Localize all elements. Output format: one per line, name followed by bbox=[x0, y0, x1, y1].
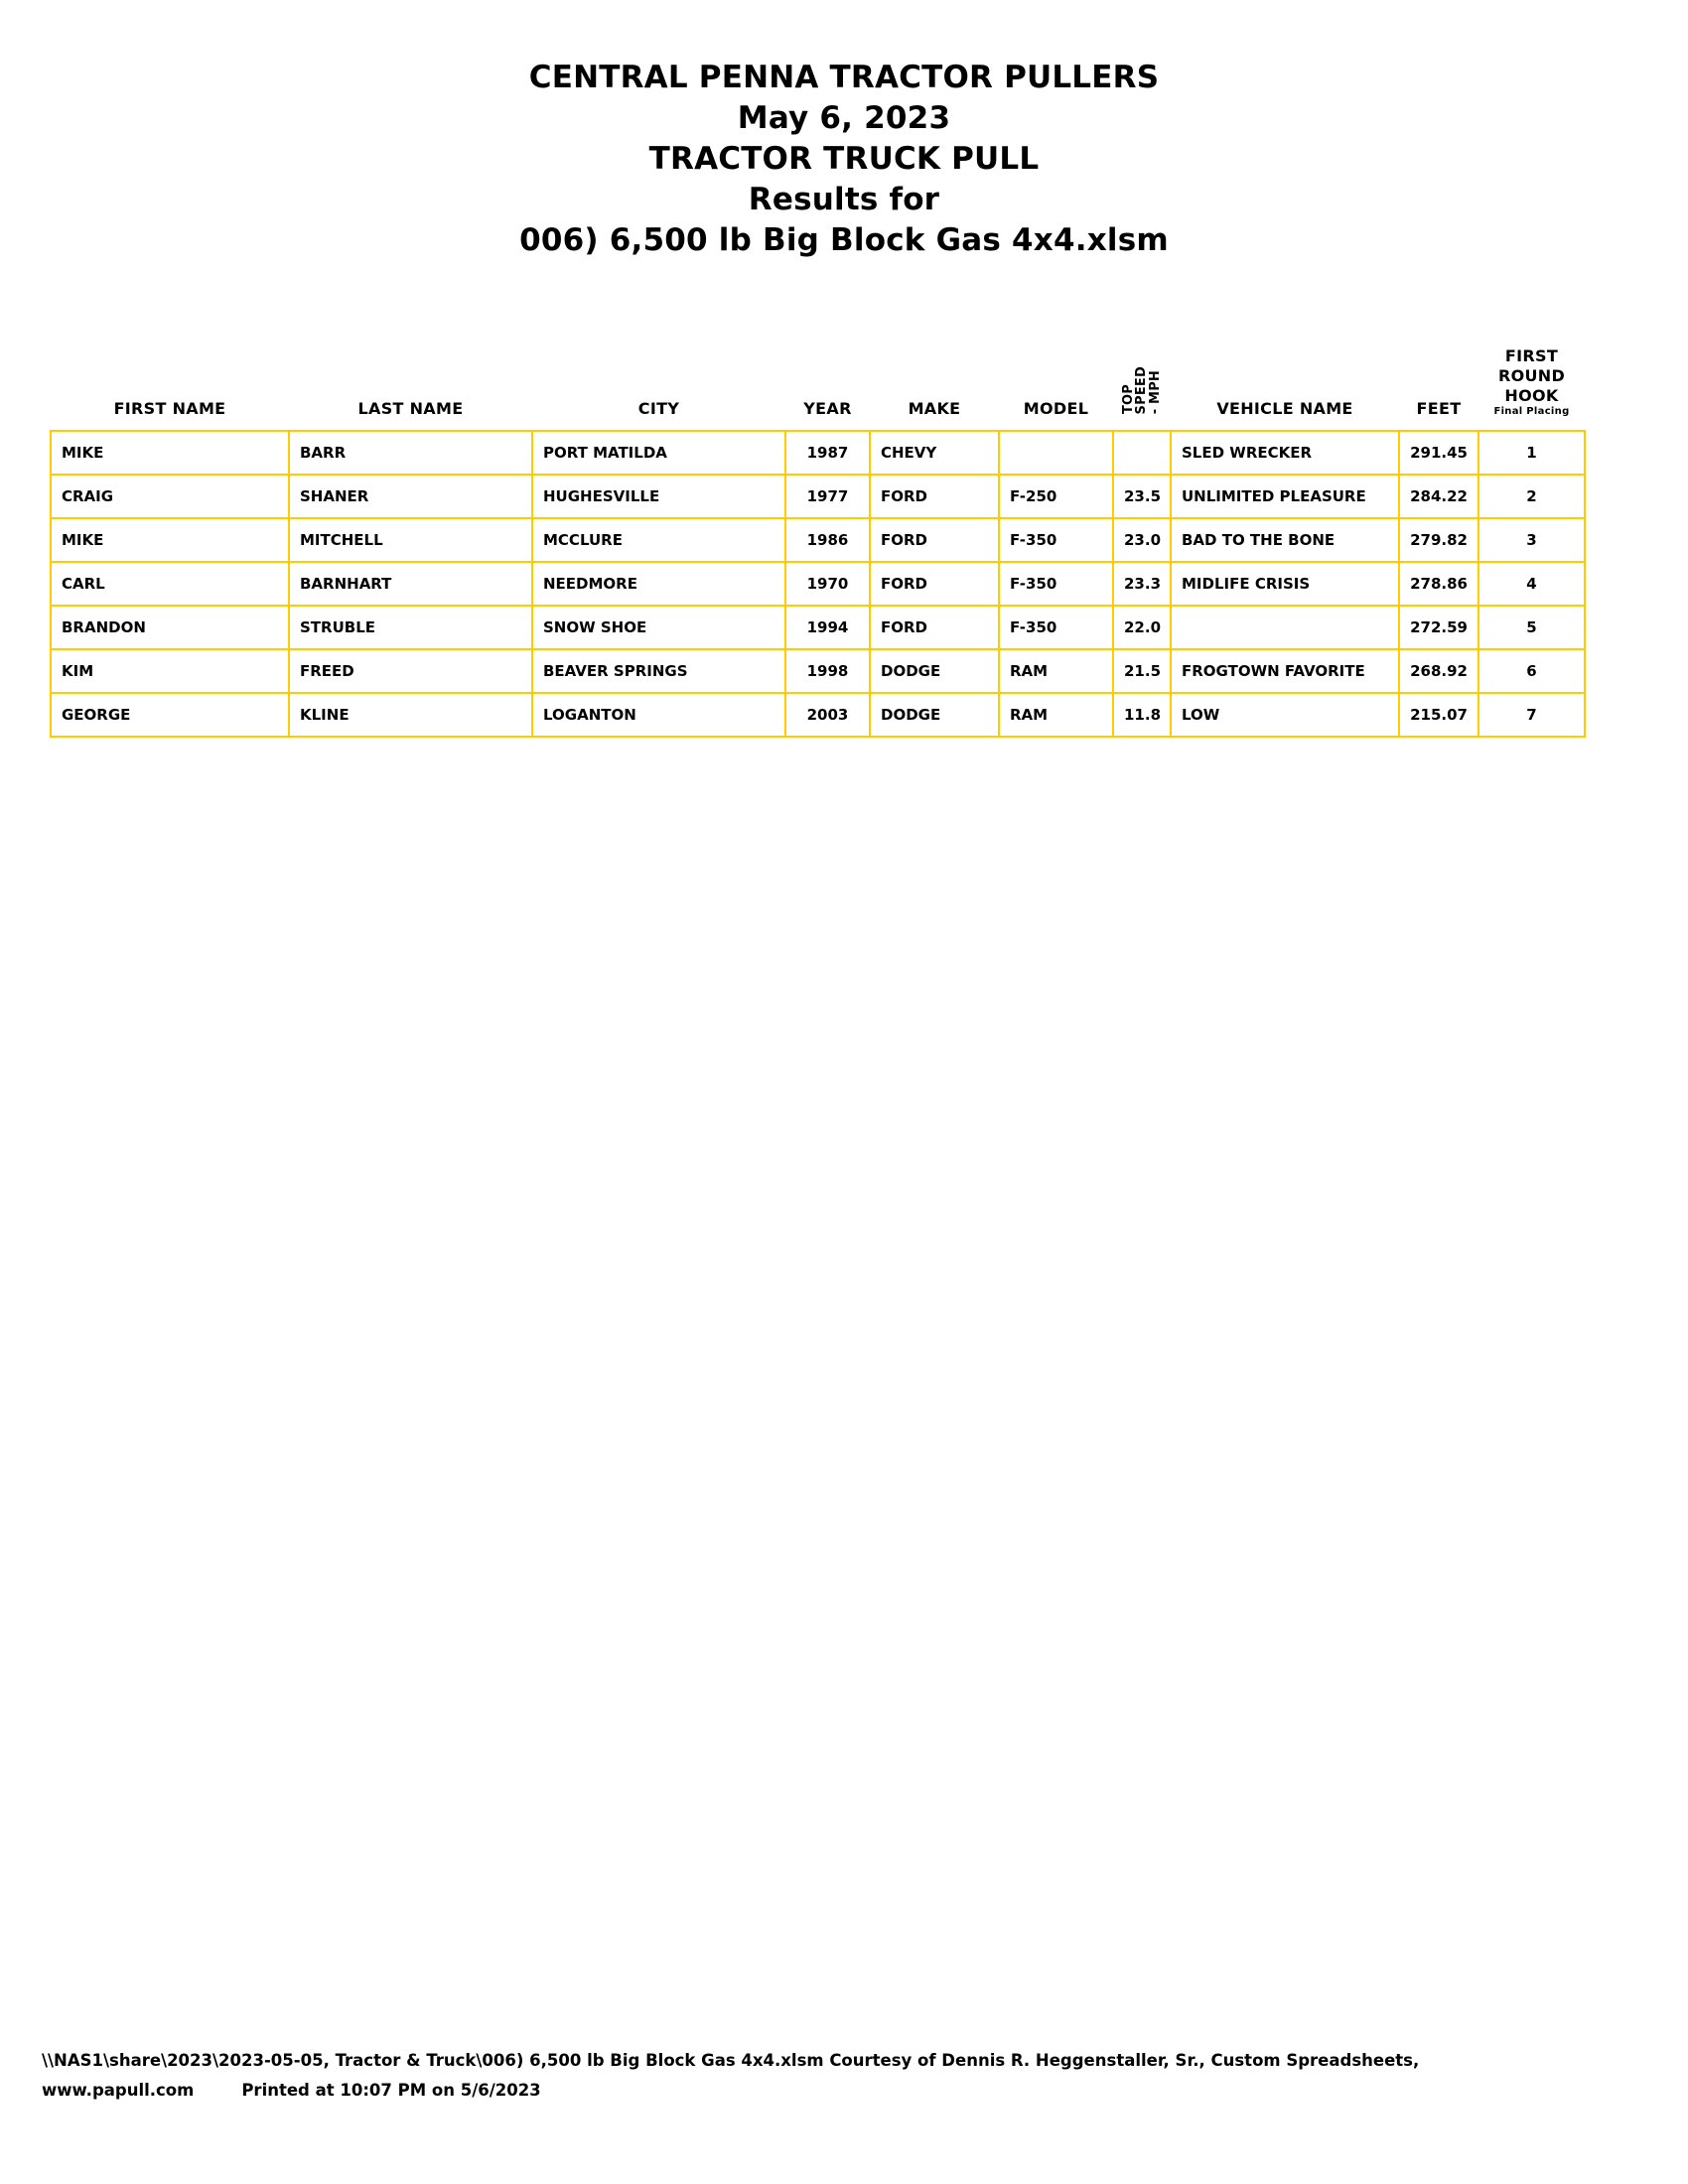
results-label: Results for bbox=[748, 181, 940, 217]
cell-first-name: CRAIG bbox=[51, 475, 289, 518]
column-header-first-round-hook bbox=[1478, 346, 1585, 432]
table-row bbox=[51, 606, 1585, 649]
table-row bbox=[51, 649, 1585, 693]
cell-last-name: BARNHART bbox=[289, 562, 532, 606]
table-row bbox=[51, 518, 1585, 562]
cell-last-name: BARR bbox=[289, 431, 532, 475]
cell-feet: 279.82 bbox=[1399, 518, 1478, 562]
table-row bbox=[51, 431, 1585, 475]
cell-top-speed: 21.5 bbox=[1113, 649, 1171, 693]
cell-first-name: BRANDON bbox=[51, 606, 289, 649]
cell-top-speed: 11.8 bbox=[1113, 693, 1171, 737]
cell-feet: 215.07 bbox=[1399, 693, 1478, 737]
results-table bbox=[50, 346, 1586, 739]
footer-source-path: \\NAS1\share\2023\2023-05-05, Tractor & Truck\006) 6,500 lb Big Block Gas 4x4.xlsm Courtesy of Dennis R. Heggenstaller, Sr., Custom Spreadsheets, bbox=[42, 2050, 1420, 2070]
cell-final-placing: 4 bbox=[1478, 562, 1585, 606]
cell-vehicle-name: FROGTOWN FAVORITE bbox=[1171, 649, 1399, 693]
cell-final-placing: 1 bbox=[1478, 431, 1585, 475]
cell-vehicle-name: BAD TO THE BONE bbox=[1171, 518, 1399, 562]
column-header-first-name: FIRST NAME bbox=[113, 399, 226, 419]
cell-first-name: KIM bbox=[51, 649, 289, 693]
cell-city: BEAVER SPRINGS bbox=[532, 649, 785, 693]
cell-city: PORT MATILDA bbox=[532, 431, 785, 475]
cell-make: FORD bbox=[870, 475, 999, 518]
cell-make: FORD bbox=[870, 562, 999, 606]
column-header-model: MODEL bbox=[1023, 399, 1089, 419]
cell-last-name: MITCHELL bbox=[289, 518, 532, 562]
cell-city: LOGANTON bbox=[532, 693, 785, 737]
document-title-block bbox=[42, 0, 1646, 261]
cell-vehicle-name: UNLIMITED PLEASURE bbox=[1171, 475, 1399, 518]
organization-title: CENTRAL PENNA TRACTOR PULLERS bbox=[528, 60, 1160, 95]
cell-top-speed bbox=[1113, 431, 1171, 475]
cell-final-placing: 7 bbox=[1478, 693, 1585, 737]
cell-make: DODGE bbox=[870, 693, 999, 737]
column-header-first-round-hook-main: FIRST ROUND HOOK bbox=[1497, 345, 1566, 405]
cell-first-name: CARL bbox=[51, 562, 289, 606]
cell-make: FORD bbox=[870, 606, 999, 649]
cell-year: 2003 bbox=[785, 693, 870, 737]
column-header-top-speed-line1: TOP bbox=[1120, 383, 1136, 415]
cell-year: 1986 bbox=[785, 518, 870, 562]
cell-year: 1994 bbox=[785, 606, 870, 649]
cell-last-name: SHANER bbox=[289, 475, 532, 518]
column-header-last-name: LAST NAME bbox=[357, 399, 464, 419]
results-table-container bbox=[42, 346, 1646, 739]
cell-final-placing: 6 bbox=[1478, 649, 1585, 693]
cell-last-name: STRUBLE bbox=[289, 606, 532, 649]
cell-last-name: KLINE bbox=[289, 693, 532, 737]
column-header-vehicle-name: VEHICLE NAME bbox=[1216, 399, 1353, 419]
results-table-header bbox=[51, 346, 1585, 432]
footer-website: www.papull.com bbox=[42, 2081, 195, 2101]
cell-make: DODGE bbox=[870, 649, 999, 693]
cell-model: F-250 bbox=[999, 475, 1113, 518]
table-row bbox=[51, 475, 1585, 518]
cell-year: 1987 bbox=[785, 431, 870, 475]
cell-top-speed: 23.3 bbox=[1113, 562, 1171, 606]
cell-final-placing: 3 bbox=[1478, 518, 1585, 562]
column-header-top-speed-line2: SPEED bbox=[1134, 365, 1150, 415]
cell-first-name: GEORGE bbox=[51, 693, 289, 737]
cell-year: 1998 bbox=[785, 649, 870, 693]
cell-vehicle-name: LOW bbox=[1171, 693, 1399, 737]
cell-top-speed: 23.5 bbox=[1113, 475, 1171, 518]
cell-model: RAM bbox=[999, 649, 1113, 693]
cell-feet: 284.22 bbox=[1399, 475, 1478, 518]
cell-city: MCCLURE bbox=[532, 518, 785, 562]
cell-model: F-350 bbox=[999, 606, 1113, 649]
cell-feet: 278.86 bbox=[1399, 562, 1478, 606]
header-row bbox=[51, 346, 1585, 432]
cell-final-placing: 5 bbox=[1478, 606, 1585, 649]
table-row bbox=[51, 562, 1585, 606]
cell-year: 1977 bbox=[785, 475, 870, 518]
cell-vehicle-name: SLED WRECKER bbox=[1171, 431, 1399, 475]
cell-city: HUGHESVILLE bbox=[532, 475, 785, 518]
cell-model: F-350 bbox=[999, 562, 1113, 606]
footer-second-line bbox=[42, 2076, 1646, 2107]
cell-model: RAM bbox=[999, 693, 1113, 737]
footer-printed-timestamp: Printed at 10:07 PM on 5/6/2023 bbox=[241, 2081, 541, 2101]
cell-vehicle-name bbox=[1171, 606, 1399, 649]
column-header-make: MAKE bbox=[908, 399, 961, 419]
event-name: TRACTOR TRUCK PULL bbox=[648, 140, 1040, 177]
cell-feet: 291.45 bbox=[1399, 431, 1478, 475]
column-header-feet: FEET bbox=[1416, 399, 1462, 419]
cell-feet: 272.59 bbox=[1399, 606, 1478, 649]
cell-top-speed: 23.0 bbox=[1113, 518, 1171, 562]
column-header-top-speed-line3: - MPH bbox=[1147, 369, 1163, 415]
cell-top-speed: 22.0 bbox=[1113, 606, 1171, 649]
cell-vehicle-name: MIDLIFE CRISIS bbox=[1171, 562, 1399, 606]
results-file-title: 006) 6,500 lb Big Block Gas 4x4.xlsm bbox=[519, 221, 1169, 258]
cell-model: F-350 bbox=[999, 518, 1113, 562]
column-header-year: YEAR bbox=[803, 399, 852, 419]
results-table-body bbox=[51, 431, 1585, 737]
event-date: May 6, 2023 bbox=[737, 99, 951, 136]
column-header-city: CITY bbox=[637, 399, 680, 419]
cell-first-name: MIKE bbox=[51, 431, 289, 475]
cell-make: CHEVY bbox=[870, 431, 999, 475]
cell-city: SNOW SHOE bbox=[532, 606, 785, 649]
cell-year: 1970 bbox=[785, 562, 870, 606]
cell-last-name: FREED bbox=[289, 649, 532, 693]
cell-first-name: MIKE bbox=[51, 518, 289, 562]
cell-make: FORD bbox=[870, 518, 999, 562]
cell-final-placing: 2 bbox=[1478, 475, 1585, 518]
table-row bbox=[51, 693, 1585, 737]
column-header-final-placing: Final Placing bbox=[1493, 405, 1570, 417]
cell-model bbox=[999, 431, 1113, 475]
cell-feet: 268.92 bbox=[1399, 649, 1478, 693]
column-header-top-speed bbox=[1113, 346, 1171, 432]
cell-city: NEEDMORE bbox=[532, 562, 785, 606]
document-footer bbox=[42, 2046, 1646, 2107]
